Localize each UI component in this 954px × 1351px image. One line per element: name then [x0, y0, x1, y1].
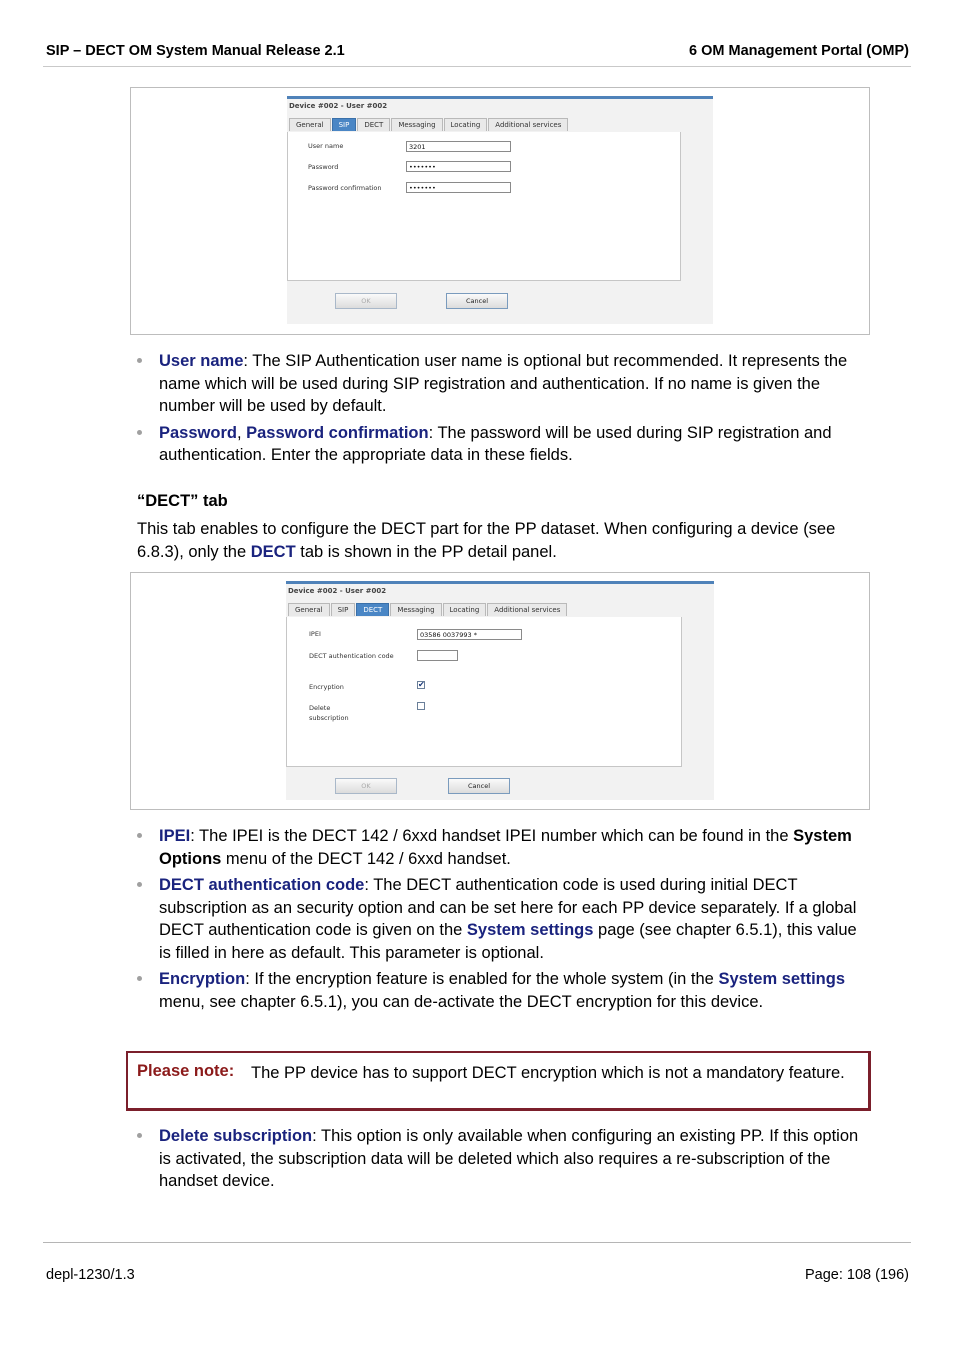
tab-bar [289, 118, 569, 132]
tab-content [286, 617, 682, 767]
ok-button[interactable]: OK [335, 778, 397, 794]
desc-encryption-2: menu, see chapter 6.5.1), you can de-activate the DECT encryption for this device. [159, 992, 764, 1011]
header-chapter-title: 6 OM Management Portal (OMP) [689, 43, 909, 59]
intro-text-pre: This tab enables to configure the DECT part for the PP dataset. When configuring a device (see 6.8.3), only the [137, 520, 836, 561]
delete-subscription-checkbox[interactable] [417, 702, 425, 710]
figure-dect-tab [130, 572, 870, 810]
desc-ipei-2: menu of the DECT 142 / 6xxd handset. [221, 849, 511, 868]
desc-auth-2: page (see chapter 6.5.1), this value is filled in here as default. This parameter is optional. [159, 921, 857, 962]
desc-encryption-1: : If the encryption feature is enabled for the whole system (in the [245, 970, 719, 988]
note-text: The PP device has to support DECT encryption which is not a mandatory feature. [251, 1064, 845, 1082]
desc-user-name: : The SIP Authentication user name is optional but recommended. It represents the name which will be used during SIP registration and authentication. If no name is given the number will be used by default. [159, 352, 848, 415]
please-note-box [126, 1051, 871, 1111]
term-delete-subscription: Delete subscription [159, 1127, 313, 1145]
figure-sip-tab [130, 87, 870, 335]
tab-general[interactable]: General [289, 118, 331, 131]
bullet-dot [137, 976, 142, 981]
user-name-input[interactable]: 3201 [406, 141, 511, 152]
ipei-input[interactable]: 03586 0037993 * [417, 629, 522, 640]
term-ipei: IPEI [159, 827, 191, 845]
tab-messaging[interactable]: Messaging [391, 118, 442, 131]
footer-page-number: Page: 108 (196) [805, 1267, 909, 1283]
bullet-dot [137, 1133, 142, 1138]
term-system-settings: System settings [466, 921, 594, 939]
cancel-button[interactable]: Cancel [448, 778, 510, 794]
encryption-label: Encryption [309, 683, 344, 691]
tab-sip[interactable]: SIP [331, 603, 356, 616]
tab-sip[interactable]: SIP [332, 118, 357, 131]
tab-additional-services[interactable]: Additional services [488, 118, 568, 131]
term-system-settings: System settings [718, 970, 845, 988]
dect-authentication-code-label: DECT authentication code [309, 652, 394, 660]
list-item [137, 825, 862, 870]
intro-text-post: tab is shown in the PP detail panel. [295, 542, 557, 561]
sip-field-descriptions [137, 350, 862, 471]
tab-dect[interactable]: DECT [357, 118, 390, 131]
list-item [137, 350, 862, 418]
desc-password: : The password will be used during SIP registration and authentication. Enter the appropriate data in these fields. [159, 423, 832, 464]
password-confirmation-input[interactable]: ••••••• [406, 182, 511, 193]
delete-subscription-label-line1: Delete [309, 704, 331, 712]
delete-subscription-label-line2: subscription [309, 714, 349, 722]
term-dect-authentication-code: DECT authentication code [159, 876, 365, 894]
desc-auth-1: : The DECT authentication code is used during initial DECT subscription as an security option and can be set here for each PP device separately. If a global DECT authentication code is given on the [159, 876, 857, 939]
header-divider [43, 66, 911, 67]
term-password-confirmation: Password confirmation [246, 423, 429, 442]
desc-ipei-1: : The IPEI is the DECT 142 / 6xxd handset IPEI number which can be found in the [190, 827, 794, 845]
bullet-dot [137, 833, 142, 838]
term-password: Password [159, 423, 237, 442]
term-dect: DECT [250, 542, 296, 561]
list-item [137, 1125, 862, 1193]
dect-authentication-code-input[interactable] [417, 650, 458, 661]
tab-dect[interactable]: DECT [356, 603, 389, 616]
note-label: Please note: [137, 1062, 235, 1080]
encryption-checkbox[interactable]: ✔ [418, 680, 425, 689]
panel-top-bar [286, 581, 714, 584]
ipei-label: IPEI [309, 630, 321, 638]
term-encryption: Encryption [159, 970, 246, 988]
desc-delete-subscription: : This option is only available when configuring an existing PP. If this option is activated, the subscription data will be deleted which also requires a re-subscription of the handset device. [159, 1127, 859, 1190]
list-item [137, 422, 862, 467]
tab-additional-services[interactable]: Additional services [487, 603, 567, 616]
tab-content [287, 132, 681, 281]
panel-top-bar [287, 96, 713, 99]
tab-locating[interactable]: Locating [443, 603, 487, 616]
password-label: Password [308, 163, 339, 171]
tab-locating[interactable]: Locating [444, 118, 488, 131]
password-input[interactable]: ••••••• [406, 161, 511, 172]
bullet-dot [137, 430, 142, 435]
dect-field-descriptions [137, 825, 862, 1017]
list-item [137, 968, 862, 1013]
bullet-dot [137, 358, 142, 363]
panel-title: Device #002 - User #002 [289, 102, 388, 110]
term-user-name: User name [159, 352, 244, 370]
header-manual-title: SIP – DECT OM System Manual Release 2.1 [46, 43, 345, 59]
delete-subscription-description [137, 1125, 862, 1197]
password-confirmation-label: Password confirmation [308, 184, 382, 192]
footer-divider [43, 1242, 911, 1243]
dect-tab-panel [286, 581, 714, 800]
ok-button[interactable]: OK [335, 293, 397, 309]
bullet-dot [137, 882, 142, 887]
sip-tab-panel [287, 96, 713, 324]
dect-tab-intro [137, 518, 862, 563]
tab-general[interactable]: General [288, 603, 330, 616]
section-heading-dect-tab: “DECT” tab [137, 492, 228, 510]
cancel-button[interactable]: Cancel [446, 293, 508, 309]
tab-bar [288, 603, 568, 617]
list-item [137, 874, 862, 964]
term-system-options: System Options [159, 827, 852, 868]
separator: , [236, 423, 247, 442]
footer-document-id: depl-1230/1.3 [46, 1267, 135, 1283]
tab-messaging[interactable]: Messaging [390, 603, 441, 616]
panel-title: Device #002 - User #002 [288, 587, 387, 595]
user-name-label: User name [308, 142, 344, 150]
